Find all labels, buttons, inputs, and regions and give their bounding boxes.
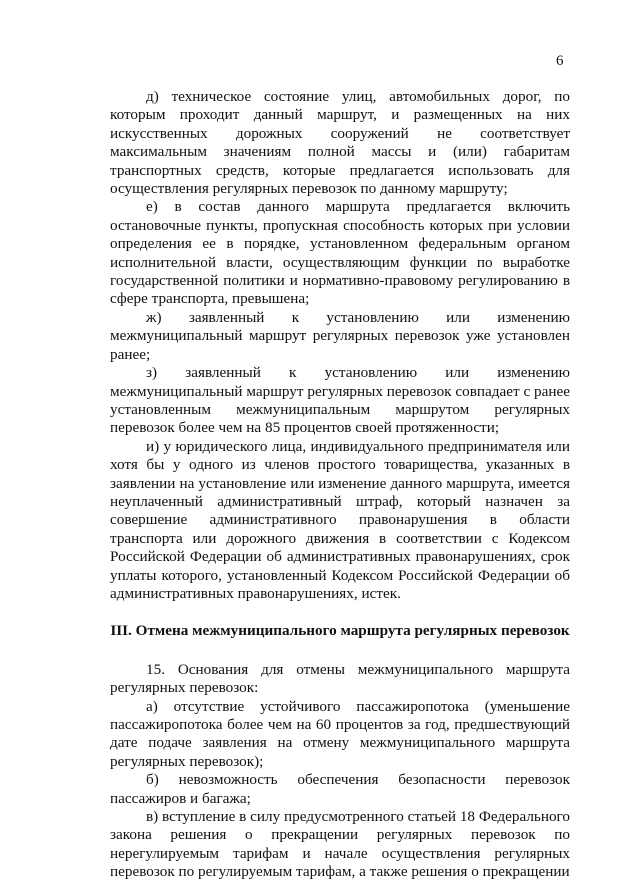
paragraph-v: в) вступление в силу предусмотренного статьей 18 Федерального закона решения о прекращении регулярных перевозок по нерегулируемым тарифам и начале осуществления регулярных перевозок по регулируемым тарифам, а также решения о прекращении — [110, 808, 570, 881]
paragraph-i: и) у юридического лица, индивидуального предпринимателя или хотя бы у одного из членов простого товарищества, указанных в заявлении на установление или изменение данного маршрута, имеется неуплаченный административный штраф, который назначен за совершение административного правонарушения в области транспорта или дорожного движения в соответствии с Кодексом Российской Федерации об административных правонарушениях, срок уплаты которого, установленный Кодексом Российской Федерации об административных правонарушениях, истек. — [110, 437, 570, 602]
section-heading: III. Отмена межмуниципального маршрута регулярных перевозок — [110, 622, 570, 640]
page-number: 6 — [556, 53, 564, 69]
paragraph-b: б) невозможность обеспечения безопасности перевозок пассажиров и багажа; — [110, 771, 570, 807]
paragraph-e: е) в состав данного маршрута предлагается включить остановочные пункты, пропускная способность которых при условии определения ее в порядке, установленном федеральным органом исполнительной власти, осуществляющим функции по выработке государственной политики и нормативно-правовому регулированию в сфере транспорта, превышена; — [110, 198, 570, 308]
paragraph-15: 15. Основания для отмены межмуниципального маршрута регулярных перевозок: — [110, 660, 570, 697]
paragraph-zh: ж) заявленный к установлению или изменению межмуниципальный маршрут регулярных перевозок уже установлен ранее; — [110, 308, 570, 363]
document-body — [110, 88, 570, 882]
paragraph-z: з) заявленный к установлению или изменению межмуниципальный маршрут регулярных перевозок совпадает с ранее установленным межмуниципальным маршрутом регулярных перевозок более чем на 85 процентов своей протяженности; — [110, 364, 570, 437]
paragraph-d: д) техническое состояние улиц, автомобильных дорог, по которым проходит данный маршрут, и размещенных на них искусственных дорожных сооружений не соответствует максимальным значениям полной массы и (или) габаритам транспортных средств, которые предлагается использовать для осуществления регулярных перевозок по данному маршруту; — [110, 88, 570, 198]
paragraph-a: а) отсутствие устойчивого пассажиропотока (уменьшение пассажиропотока более чем на 60 процентов за год, предшествующий дате подаче заявления на отмену межмуниципального маршрута регулярных перевозок); — [110, 697, 570, 770]
